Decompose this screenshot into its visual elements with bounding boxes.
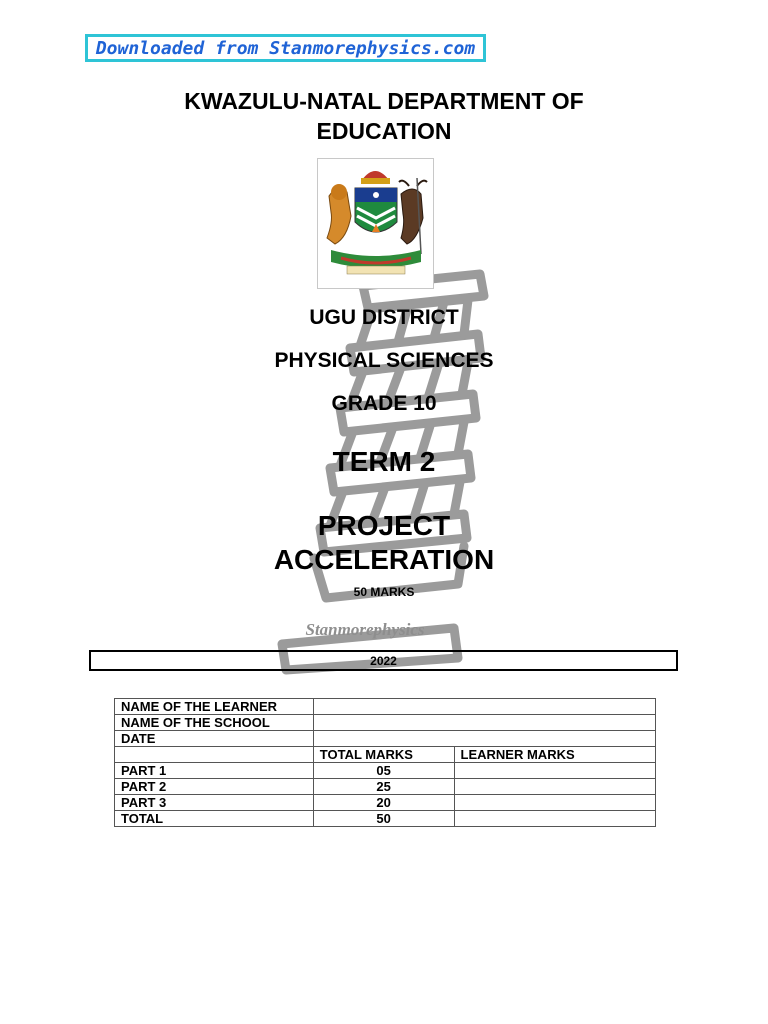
table-row <box>115 811 656 827</box>
project-title-line-2: ACCELERATION <box>273 544 495 575</box>
part-learner-marks-field[interactable] <box>454 763 655 779</box>
date-field[interactable] <box>313 731 655 747</box>
part-total-marks: 25 <box>313 779 454 795</box>
empty-header-cell <box>115 747 314 763</box>
row-label: NAME OF THE LEARNER <box>115 699 314 715</box>
download-banner-text[interactable]: Downloaded from Stanmorephysics.com <box>95 37 476 59</box>
subject-title: PHYSICAL SCIENCES <box>274 349 494 372</box>
watermark-text: Stanmorephysics <box>305 620 425 639</box>
part-learner-marks-field[interactable] <box>454 795 655 811</box>
table-row <box>115 779 656 795</box>
school-name-field[interactable] <box>313 715 655 731</box>
grade-title: GRADE 10 <box>331 392 437 415</box>
row-label: NAME OF THE SCHOOL <box>115 715 314 731</box>
learner-info-table <box>114 698 656 827</box>
marks-label: 50 MARKS <box>353 585 415 599</box>
table-header-row <box>115 747 656 763</box>
term-title: TERM 2 <box>332 446 436 477</box>
part-total-marks: 20 <box>313 795 454 811</box>
department-heading <box>0 86 768 146</box>
learner-marks-header: LEARNER MARKS <box>454 747 655 763</box>
coat-of-arms-icon <box>317 158 434 289</box>
part-learner-marks-field[interactable] <box>454 779 655 795</box>
part-label: PART 3 <box>115 795 314 811</box>
download-banner[interactable] <box>85 34 486 62</box>
learner-name-field[interactable] <box>313 699 655 715</box>
part-label: TOTAL <box>115 811 314 827</box>
part-label: PART 2 <box>115 779 314 795</box>
year-bar <box>89 650 678 671</box>
table-row <box>115 795 656 811</box>
row-label: DATE <box>115 731 314 747</box>
project-title-line-1: PROJECT <box>317 510 451 541</box>
project-title <box>0 509 768 577</box>
table-row <box>115 715 656 731</box>
year-label: 2022 <box>370 653 397 668</box>
part-total-marks: 50 <box>313 811 454 827</box>
department-line-1: KWAZULU-NATAL DEPARTMENT OF <box>184 88 584 114</box>
part-learner-marks-field[interactable] <box>454 811 655 827</box>
table-row <box>115 731 656 747</box>
table-row <box>115 763 656 779</box>
part-label: PART 1 <box>115 763 314 779</box>
part-total-marks: 05 <box>313 763 454 779</box>
table-row <box>115 699 656 715</box>
department-line-2: EDUCATION <box>316 118 452 144</box>
total-marks-header: TOTAL MARKS <box>313 747 454 763</box>
district-title: UGU DISTRICT <box>309 306 459 329</box>
